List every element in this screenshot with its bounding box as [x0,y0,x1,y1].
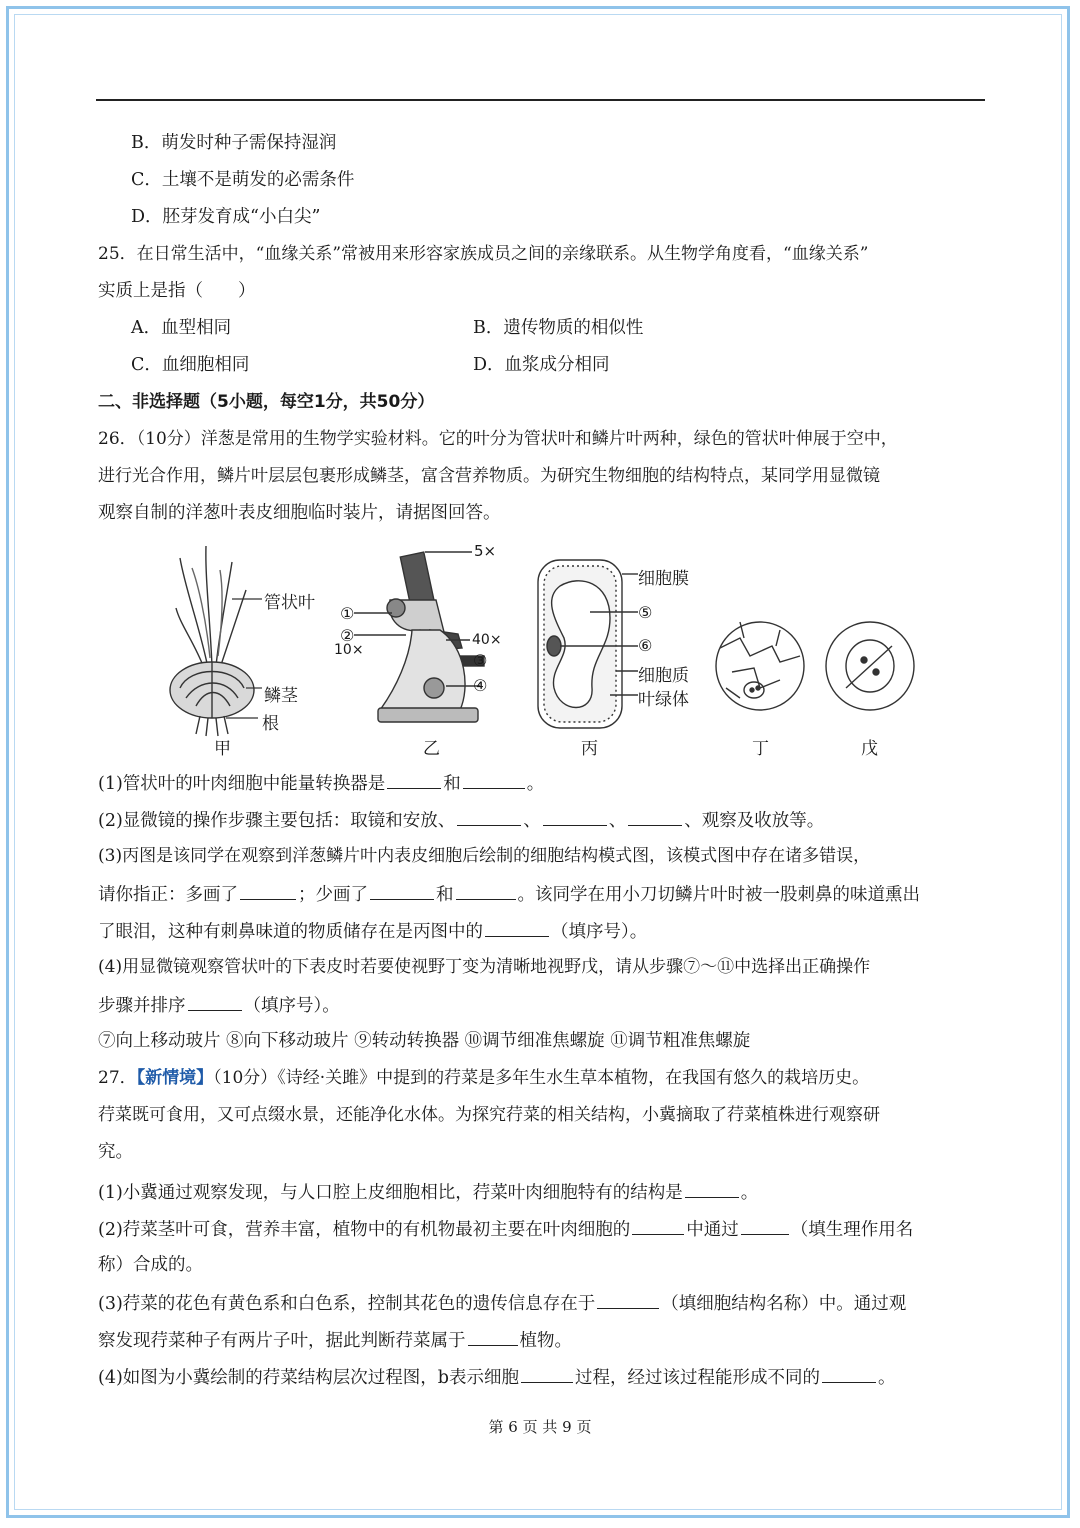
q26-part1-and: 和 [443,774,461,794]
answer-blank[interactable] [457,807,521,826]
q27-part2-text-b: 中通过 [686,1220,739,1240]
q27-stem-line2: 荇菜既可食用，又可点缀水景，还能净化水体。为探究荇菜的相关结构，小冀摘取了荇菜植株进行观察研 [98,1105,880,1125]
answer-blank[interactable] [370,881,434,900]
label-marker-1: ① [340,604,355,623]
q27-tag: 【新情境】 [136,1068,214,1088]
q27-part2-text: (2)荇菜茎叶可食，营养丰富，植物中的有机物最初主要在叶肉细胞的 [98,1220,631,1240]
label-marker-4: ④ [473,676,488,695]
q26-part4-text-a: 步骤并排序 [98,996,186,1016]
q26-part3-line3 [98,918,647,944]
q26-stem-line2: 进行光合作用，鳞片叶层层包裹形成鳞茎，富含营养物质。为研究生物细胞的结构特点，某同学用显微镜 [98,466,880,486]
q25-stem-line1: 25．在日常生活中，“血缘关系”常被用来形容家族成员之间的亲缘联系。从生物学角度看，“血缘关系” [98,244,869,264]
q27-part2-text-c: （填生理作用名 [790,1220,914,1240]
label-marker-3: ③ [473,651,488,670]
caption-yi: 乙 [423,739,440,759]
q26-part1-text: (1)管状叶的叶肉细胞中能量转换器是 [98,774,386,794]
q27-part4-text-b: 过程，经过该过程能形成不同的 [575,1368,820,1388]
q27-part1-end: 。 [740,1183,759,1203]
q25-option-a: A．血型相同 [131,318,232,338]
page-number-footer: 第 6 页 共 9 页 [488,1418,592,1436]
caption-ding: 丁 [752,739,769,759]
field-of-view-clear [826,622,914,710]
q26-part3-text-e: 了眼泪，这种有刺鼻味道的物质储存在是丙图中的 [98,922,483,942]
caption-wu: 戊 [861,739,878,759]
label-marker-6: ⑥ [638,636,653,655]
microscope-illustration [354,552,484,722]
q26-part3-line1: (3)丙图是该同学在观察到洋葱鳞片叶内表皮细胞后绘制的细胞结构模式图，该模式图中存在诸多错误， [98,846,871,866]
q26-part2-sep1: 、 [523,811,541,831]
answer-blank[interactable] [468,1327,518,1346]
q26-part2-sep2: 、 [608,811,627,831]
label-chloroplast: 叶绿体 [638,690,689,710]
header-rule [96,99,985,101]
q25-option-d: D．血浆成分相同 [473,355,610,375]
q27-part2-line2: 称）合成的。 [98,1255,203,1275]
q26-stem-line1: 26．（10分）洋葱是常用的生物学实验材料。它的叶分为管状叶和鳞片叶两种，绿色的管状叶伸展于空中， [98,429,898,449]
q27-part3-text-c: 察发现荇菜种子有两片子叶，据此判断荇菜属于 [98,1331,466,1351]
q24-option-c: C．土壤不是萌发的必需条件 [131,170,355,190]
q25-option-c: C．血细胞相同 [131,355,250,375]
q26-part1 [98,770,544,796]
q24-option-b: B．萌发时种子需保持湿润 [131,133,337,153]
label-tubular-leaf: 管状叶 [264,593,315,613]
q26-part3-text-b: ；少画了 [298,885,368,905]
answer-blank[interactable] [521,1364,573,1383]
caption-bing: 丙 [581,739,598,759]
q26-steps: ⑦向上移动玻片 ⑧向下移动玻片 ⑨转动转换器 ⑩调节细准焦螺旋 ⑪调节粗准焦螺旋 [98,1031,751,1051]
answer-blank[interactable] [543,807,607,826]
answer-blank[interactable] [188,992,242,1011]
label-cell-membrane: 细胞膜 [638,569,689,589]
answer-blank[interactable] [463,770,525,789]
answer-blank[interactable] [685,1179,739,1198]
answer-blank[interactable] [632,1216,684,1235]
onion-plant-illustration [170,546,262,736]
answer-blank[interactable] [456,881,516,900]
q26-figure-drawing [140,538,940,760]
q27-part3-text-b: （填细胞结构名称）中。通过观 [661,1294,907,1314]
q26-part3-text-a: 请你指正：多画了 [98,885,238,905]
q27-part3 [98,1290,906,1316]
q27-part3-text-d: 植物。 [519,1331,572,1351]
q27-part4 [98,1364,896,1390]
label-cytoplasm: 细胞质 [638,666,689,686]
label-marker-5: ⑤ [638,603,653,622]
answer-blank[interactable] [628,807,682,826]
q27-stem-line1 [98,1066,869,1090]
q26-part3-line2 [98,881,920,907]
label-objective-40x: 40× [472,632,502,648]
q27-stem-line3: 究。 [98,1142,133,1162]
q26-part2 [98,807,824,833]
q27-part3-line2 [98,1327,572,1353]
label-objective-10x: 10× [334,642,364,658]
q27-part4-end: 。 [878,1368,896,1388]
q26-part1-end: 。 [526,774,545,794]
answer-blank[interactable] [597,1290,659,1309]
q26-part4-line2 [98,992,340,1018]
q26-part3-text-d: 。该同学在用小刀切鳞片叶时被一股刺鼻的味道熏出 [517,885,920,905]
q26-part3-text-c: 和 [436,885,454,905]
q24-option-d: D．胚芽发育成“小白尖” [131,207,321,227]
q27-part3-text: (3)荇菜的花色有黄色系和白色系，控制其花色的遗传信息存在于 [98,1294,596,1314]
label-bulb: 鳞茎 [264,686,298,706]
field-of-view-blurry [716,622,804,710]
answer-blank[interactable] [387,770,441,789]
q26-part4-text-b: （填序号）。 [243,996,340,1016]
q25-option-b: B．遗传物质的相似性 [473,318,644,338]
q26-part3-text-f: （填序号）。 [551,922,648,942]
q27-stem-text: （10分）《诗经·关雎》中提到的荇菜是多年生水生草本植物，在我国有悠久的栽培历史。 [213,1068,870,1088]
q27-part2 [98,1216,913,1242]
q27-number: 27． [98,1068,137,1088]
q26-figure [140,538,940,760]
section-title: 二、非选择题（5小题，每空1分，共50分） [98,392,435,412]
answer-blank[interactable] [485,918,549,937]
q26-stem-line3: 观察自制的洋葱叶表皮细胞临时装片，请据图回答。 [98,503,501,523]
q26-part2-end: 、观察及收放等。 [684,811,825,831]
q26-part4-line1: (4)用显微镜观察管状叶的下表皮时若要使视野丁变为清晰地视野戊，请从步骤⑦～⑪中选择出正确操作 [98,957,871,977]
label-eyepiece-5x: 5× [474,542,497,560]
q27-part4-text: (4)如图为小冀绘制的荇菜结构层次过程图，b表示细胞 [98,1368,519,1388]
cell-diagram [538,560,638,728]
label-root: 根 [262,714,279,734]
page-border-inner [14,14,1062,1510]
answer-blank[interactable] [240,881,296,900]
answer-blank[interactable] [822,1364,876,1383]
answer-blank[interactable] [741,1216,789,1235]
q27-part1 [98,1179,758,1205]
q26-part2-text: (2)显微镜的操作步骤主要包括：取镜和安放、 [98,811,456,831]
q27-part1-text: (1)小冀通过观察发现，与人口腔上皮细胞相比，荇菜叶肉细胞特有的结构是 [98,1183,683,1203]
label-marker-2: ② [340,626,355,645]
caption-jia: 甲 [214,739,231,759]
q25-stem-line2: 实质上是指（ ） [98,281,256,301]
